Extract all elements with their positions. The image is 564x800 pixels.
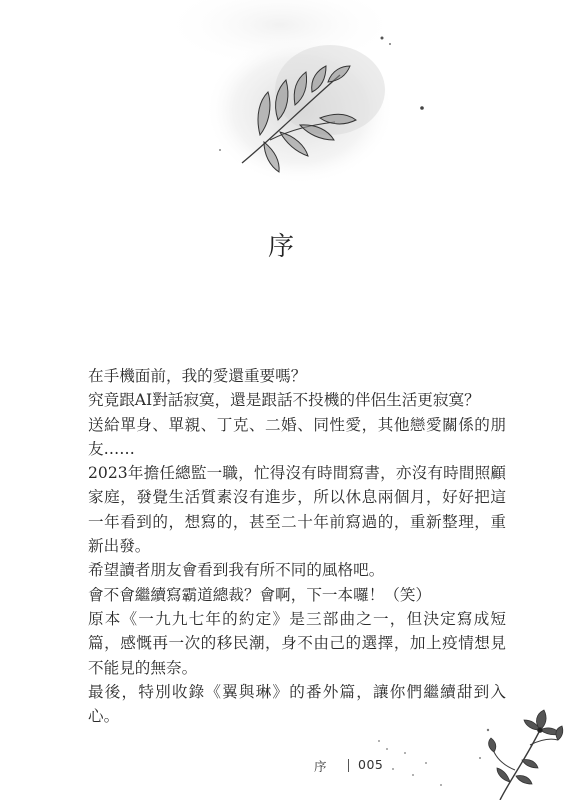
paragraph: 原本《一九九七年的約定》是三部曲之一，但決定寫成短篇，感慨再一次的移民潮，身不由己的選擇，加上疫情想見不能見的無奈。 <box>88 609 506 677</box>
paragraph: 送給單身、單親、丁克、二婚、同性愛，其他戀愛關係的朋友…… <box>88 415 506 458</box>
paragraph: 會不會繼續寫霸道總裁？會啊，下一本囉！（笑） <box>88 585 432 604</box>
preface-body <box>88 364 506 728</box>
paragraph: 究竟跟AI對話寂寞，還是跟話不投機的伴侶生活更寂寞？ <box>88 391 480 410</box>
flower-sprig-icon <box>470 700 564 800</box>
paragraph: 在手機面前，我的愛還重要嗎？ <box>88 367 307 385</box>
page-number: 005 <box>358 757 384 772</box>
footer-divider <box>348 759 349 772</box>
watercolor-leaf-branch-icon <box>160 0 440 200</box>
paragraph: 2023年擔任總監一職，忙得沒有時間寫書，亦沒有時間照顧家庭，發覺生活質素沒有進步，所以休息兩個月，好好把這一年看到的，想寫的，甚至二十年前寫過的，重新整理，重新出發。 <box>88 464 506 556</box>
paragraph: 希望讀者朋友會看到我有所不同的風格吧。 <box>88 561 385 580</box>
paragraph: 最後，特別收錄《翼與琳》的番外篇，讓你們繼續甜到入心。 <box>88 682 506 726</box>
page-title: 序 <box>267 232 296 262</box>
footer-section-title: 序 <box>314 759 328 774</box>
